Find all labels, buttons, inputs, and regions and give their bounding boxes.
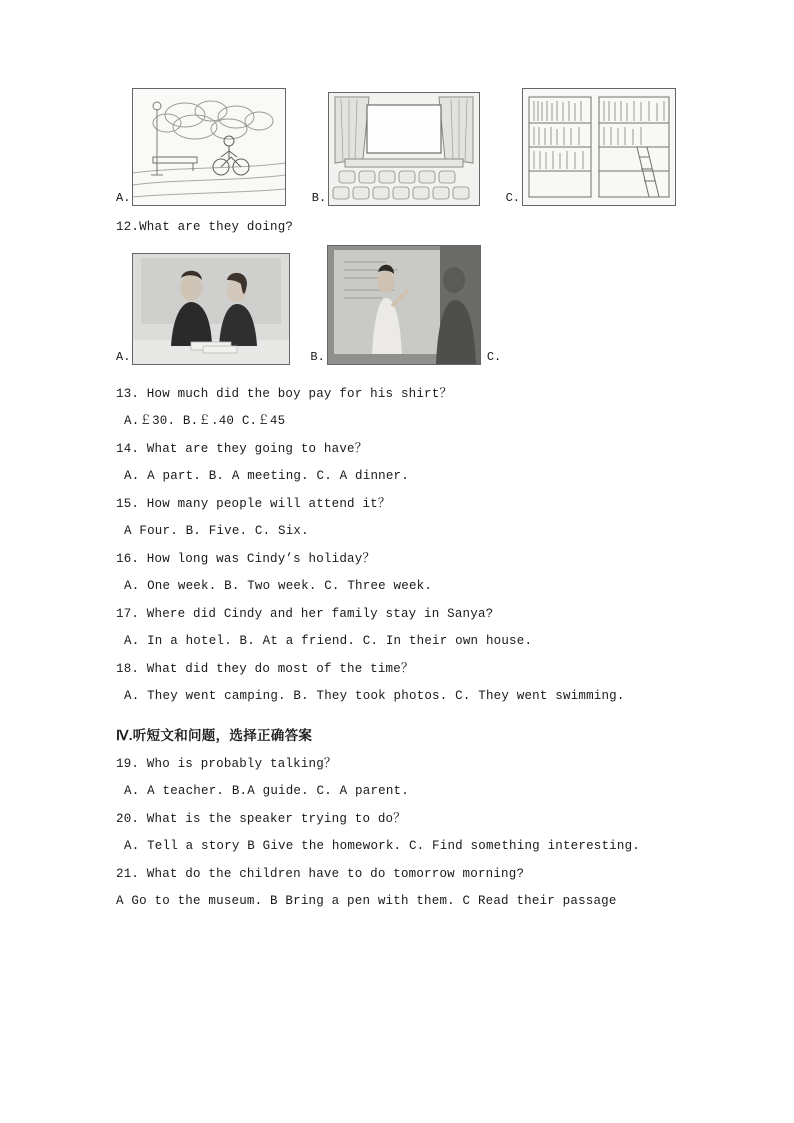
question-13-block [116,387,676,429]
question-12-text: 12.What are they doing? [116,220,294,234]
option-letter-c: C. [486,350,502,364]
option-b-cell[interactable] [312,92,480,206]
option-letter-b: B. [310,350,325,364]
question-18-options[interactable]: A. They went camping. B. They took photos. C. They went swimming. [124,689,625,703]
option-letter-b: B. [311,191,327,205]
question-14-text: 14. What are they going to have？ [116,442,368,456]
question-13-text: 13. How much did the boy pay for his shirt？ [116,387,453,401]
page-content [116,88,676,909]
question-14-options[interactable]: A. A part. B. A meeting. C. A dinner. [124,469,409,483]
question-19-text: 19. Who is probably talking？ [116,757,337,771]
question-15-text: 15. How many people will attend it？ [116,497,391,511]
picture-options-row-12 [116,245,676,365]
question-14-block [116,442,676,484]
question-17-options[interactable]: A. In a hotel. B. At a friend. C. In their own house. [124,634,533,648]
question-19-options[interactable]: A. A teacher. B.A guide. C. A parent. [124,784,409,798]
question-17-block [116,607,676,649]
question-21-text: 21. What do the children have to do tomorrow morning? [116,867,525,881]
question-16-options[interactable]: A. One week. B. Two week. C. Three week. [124,579,433,593]
option-letter-a: A. [116,350,131,364]
question-18-block [116,662,676,704]
option-letter-c: C. [505,191,520,205]
option-b-cell-2[interactable] [310,245,501,365]
option-c-cell[interactable] [506,88,676,206]
question-20-text: 20. What is the speaker trying to do？ [116,812,406,826]
library-bookshelf-sketch [522,88,676,206]
question-18-text: 18. What did they do most of the time？ [116,662,414,676]
option-letter-a: A. [116,191,131,205]
question-15-block [116,497,676,539]
option-a-cell-2[interactable] [116,253,290,365]
question-16-text: 16. How long was Cindy’s holiday？ [116,552,376,566]
question-19-block [116,757,676,799]
question-16-block [116,552,676,594]
section-heading-iv: Ⅳ.听短文和问题，选择正确答案 [116,728,313,743]
question-17-text: 17. Where did Cindy and her family stay in Sanya? [116,607,494,621]
question-21-options[interactable]: A Go to the museum. B Bring a pen with them. C Read their passage [116,894,617,908]
park-scene-sketch [132,88,286,206]
option-a-cell[interactable] [116,88,286,206]
picture-options-row-11 [116,88,676,206]
question-13-options[interactable]: A.￡30. B.￡.40 C.￡45 [124,414,286,428]
woman-at-whiteboard-photo [327,245,481,365]
question-21-block [116,867,676,909]
question-15-options[interactable]: A Four. B. Five. C. Six. [124,524,309,538]
two-people-at-table-photo [132,253,290,365]
question-20-options[interactable]: A. Tell a story B Give the homework. C. Find something interesting. [124,839,640,853]
question-20-block [116,812,676,854]
theatre-stage-sketch [328,92,480,206]
